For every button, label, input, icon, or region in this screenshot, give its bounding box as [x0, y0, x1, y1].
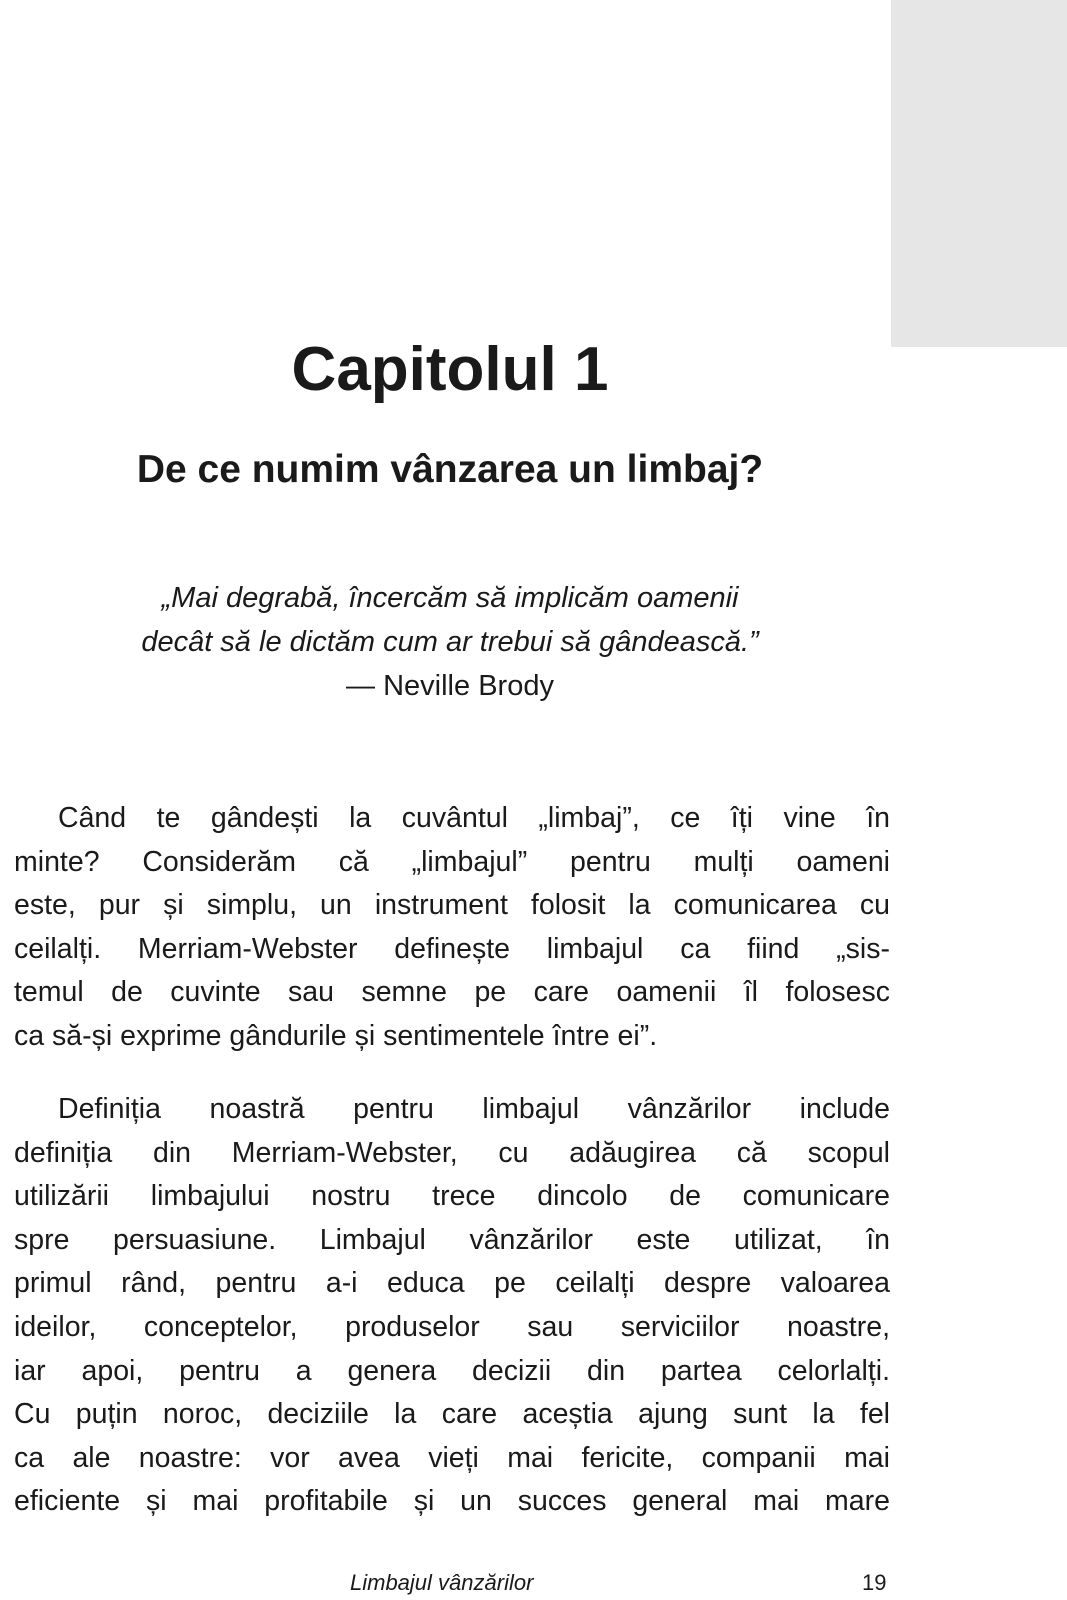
paragraph-line: este, pur și simplu, un instrument folosit la comunicarea cu — [14, 889, 890, 922]
paragraph-line: Cu puțin noroc, deciziile la care aceștia ajung sunt la fel — [14, 1398, 890, 1431]
page-number: 19 — [862, 1570, 887, 1595]
chapter-subtitle: De ce numim vânzarea un limbaj? — [136, 448, 764, 491]
paragraph-line: utilizării limbajului nostru trece dincolo de comunicare — [14, 1180, 890, 1213]
paragraph-line: ceilalți. Merriam-Webster definește limbajul ca fiind „sis- — [14, 932, 890, 965]
paragraph-line: Definiția noastră pentru limbajul vânzărilor include — [58, 1093, 890, 1125]
body-paragraph — [14, 1088, 890, 1524]
paragraph-line: spre persuasiune. Limbajul vânzărilor este utilizat, în — [14, 1223, 890, 1256]
paragraph-line: eficiente și mai profitabile și un succes general mai mare — [14, 1485, 890, 1518]
paragraph-line: ca ale noastre: vor avea vieți mai fericite, companii mai — [14, 1441, 890, 1474]
chapter-title: Capitolul 1 — [291, 335, 609, 404]
epigraph-quote-line: „Mai degrabă, încercăm să implicăm oamenii — [161, 582, 739, 614]
epigraph-quote-line: decât să le dictăm cum ar trebui să gândească.” — [141, 626, 759, 658]
paragraph-line: iar apoi, pentru a genera decizii din partea celorlalți. — [14, 1354, 890, 1387]
paragraph-line: ideilor, conceptelor, produselor sau serviciilor noastre, — [14, 1310, 890, 1343]
paragraph-line: temul de cuvinte sau semne pe care oamenii îl folosesc — [14, 976, 890, 1009]
paragraph-line: ca să-și exprime gândurile și sentimentele între ei”. — [14, 1019, 658, 1052]
paragraph-line: definiția din Merriam-Webster, cu adăugirea că scopul — [14, 1136, 890, 1169]
paragraph-line: Când te gândești la cuvântul „limbaj”, ce îți vine în — [58, 802, 890, 834]
epigraph-attribution: — Neville Brody — [346, 670, 554, 702]
running-footer-title: Limbajul vânzărilor — [350, 1570, 534, 1595]
chapter-corner-tab — [891, 0, 1067, 347]
body-paragraph — [14, 797, 890, 1059]
epigraph — [0, 576, 900, 708]
paragraph-line: primul rând, pentru a-i educa pe ceilalți despre valoarea — [14, 1267, 890, 1300]
paragraph-line: minte? Considerăm că „limbajul” pentru mulți oameni — [14, 845, 890, 878]
page-footer — [0, 1568, 1067, 1598]
